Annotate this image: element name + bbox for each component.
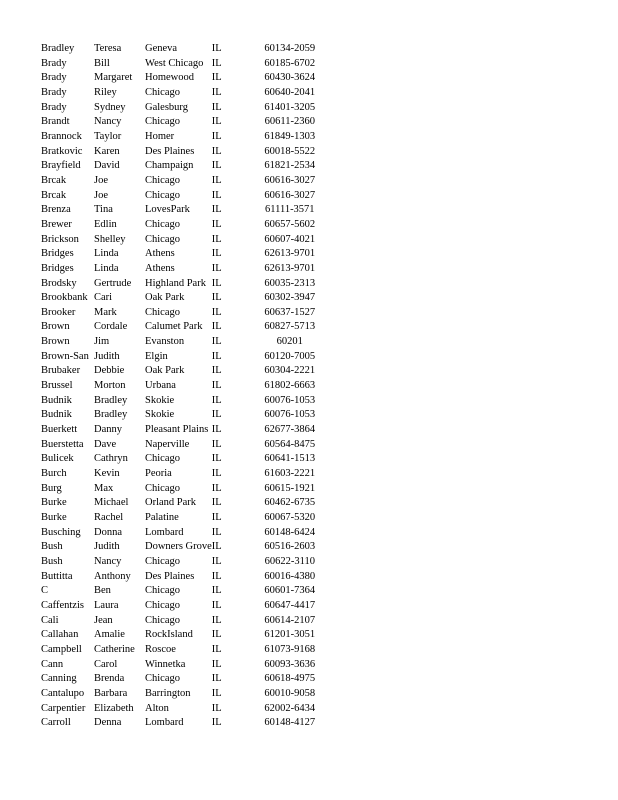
table-row: [41, 687, 325, 702]
state-cell: IL: [211, 673, 222, 685]
state-cell: IL: [211, 350, 222, 362]
last-name-cell: Campbell: [41, 643, 82, 655]
zip-cell: 60010-9058: [264, 687, 316, 699]
table-row: [41, 364, 325, 379]
last-name-cell: Brussel: [41, 380, 73, 392]
first-name-cell: Bradley: [94, 394, 128, 406]
last-name-cell: Brayfield: [41, 160, 81, 172]
city-cell: Skokie: [145, 394, 175, 406]
last-name-cell: Bulicek: [41, 453, 74, 465]
first-name-cell: Linda: [94, 248, 119, 260]
table-row: [41, 702, 325, 717]
state-cell: IL: [211, 541, 222, 553]
table-row: [41, 174, 325, 189]
last-name-cell: Brady: [41, 101, 67, 113]
state-cell: IL: [211, 643, 222, 655]
table-row: [41, 584, 325, 599]
first-name-cell: Denna: [94, 717, 122, 729]
table-row: [41, 496, 325, 511]
city-cell: Athens: [145, 262, 175, 274]
state-cell: IL: [211, 365, 222, 377]
state-cell: IL: [211, 306, 222, 318]
state-cell: IL: [211, 468, 222, 480]
last-name-cell: Brown-San: [41, 350, 89, 362]
last-name-cell: Brown: [41, 321, 70, 333]
first-name-cell: Cari: [94, 292, 113, 304]
zip-cell: 60302-3947: [264, 292, 316, 304]
last-name-cell: Burke: [41, 512, 67, 523]
zip-cell: 62002-6434: [264, 702, 316, 714]
last-name-cell: Brady: [41, 72, 67, 84]
last-name-cell: Cantalupo: [41, 687, 85, 699]
table-row: [41, 540, 325, 555]
state-cell: IL: [211, 394, 222, 406]
state-cell: IL: [211, 585, 222, 597]
first-name-cell: Cathryn: [94, 453, 128, 465]
first-name-cell: Nancy: [94, 555, 122, 567]
first-name-cell: Mark: [94, 306, 117, 318]
city-cell: Oak Park: [145, 292, 185, 304]
first-name-cell: Tina: [94, 204, 113, 216]
first-name-cell: Ben: [94, 585, 111, 597]
first-name-cell: Morton: [94, 380, 126, 392]
first-name-cell: David: [94, 160, 120, 172]
city-cell: Chicago: [145, 116, 180, 128]
city-cell: Chicago: [145, 585, 180, 597]
last-name-cell: Caffentzis: [41, 599, 84, 611]
last-name-cell: Brady: [41, 86, 67, 98]
last-name-cell: Carpentier: [41, 702, 86, 714]
first-name-cell: Amalie: [94, 629, 125, 641]
zip-cell: 62613-9701: [264, 248, 316, 260]
first-name-cell: Laura: [94, 599, 119, 611]
table-row: [41, 277, 325, 292]
last-name-cell: Busching: [41, 526, 81, 538]
zip-cell: 60647-4417: [264, 599, 316, 611]
first-name-cell: Linda: [94, 262, 119, 274]
city-cell: Chicago: [145, 555, 180, 567]
first-name-cell: Anthony: [94, 570, 131, 582]
city-cell: Chicago: [145, 673, 180, 685]
state-cell: IL: [211, 130, 222, 142]
table-row: [41, 42, 325, 57]
zip-cell: 60827-5713: [264, 321, 316, 333]
first-name-cell: Judith: [94, 541, 120, 553]
zip-cell: 61821-2534: [264, 160, 316, 172]
city-cell: Elgin: [145, 350, 168, 362]
state-cell: IL: [211, 101, 222, 113]
first-name-cell: Cordale: [94, 321, 128, 333]
first-name-cell: Sydney: [94, 101, 126, 113]
zip-cell: 60616-3027: [264, 189, 316, 201]
last-name-cell: Brcak: [41, 189, 67, 201]
last-name-cell: Bridges: [41, 248, 74, 260]
zip-cell: 60615-1921: [264, 482, 316, 494]
first-name-cell: Taylor: [94, 130, 122, 142]
city-cell: RockIsland: [145, 629, 193, 641]
state-cell: IL: [211, 189, 222, 201]
state-cell: IL: [211, 380, 222, 392]
last-name-cell: Carroll: [41, 717, 71, 729]
last-name-cell: Buerstetta: [41, 438, 84, 450]
first-name-cell: Joe: [94, 174, 108, 186]
city-cell: Palatine: [145, 512, 179, 523]
table-row: [41, 335, 325, 350]
city-cell: Downers Grove: [145, 541, 212, 553]
table-row: [41, 86, 325, 101]
first-name-cell: Gertrude: [94, 277, 132, 289]
last-name-cell: Brandt: [41, 116, 70, 128]
state-cell: IL: [211, 233, 222, 245]
table-row: [41, 599, 325, 614]
city-cell: Chicago: [145, 453, 180, 465]
last-name-cell: Brown: [41, 336, 70, 348]
table-row: [41, 101, 325, 116]
city-cell: Geneva: [145, 43, 178, 54]
table-row: [41, 482, 325, 497]
table-row: [41, 452, 325, 467]
city-cell: Peoria: [145, 468, 172, 480]
last-name-cell: Brodsky: [41, 277, 77, 289]
last-name-cell: Burg: [41, 482, 62, 494]
last-name-cell: Buerkett: [41, 424, 78, 436]
table-row: [41, 570, 325, 585]
first-name-cell: Kevin: [94, 468, 120, 480]
last-name-cell: Burch: [41, 468, 67, 480]
table-row: [41, 115, 325, 130]
zip-cell: 60601-7364: [264, 585, 316, 597]
last-name-cell: Bush: [41, 555, 63, 567]
last-name-cell: Bradley: [41, 43, 75, 54]
city-cell: Highland Park: [145, 277, 206, 289]
first-name-cell: Debbie: [94, 365, 125, 377]
zip-cell: 60618-4975: [264, 673, 316, 685]
state-cell: IL: [211, 614, 222, 626]
state-cell: IL: [211, 72, 222, 84]
zip-cell: 60614-2107: [264, 614, 316, 626]
city-cell: Alton: [145, 702, 169, 714]
first-name-cell: Jim: [94, 336, 110, 348]
first-name-cell: Margaret: [94, 72, 133, 84]
first-name-cell: Dave: [94, 438, 117, 450]
city-cell: Barrington: [145, 687, 191, 699]
state-cell: IL: [211, 424, 222, 436]
state-cell: IL: [211, 292, 222, 304]
zip-cell: 60035-2313: [264, 277, 316, 289]
zip-cell: 61849-1303: [264, 130, 316, 142]
first-name-cell: Bill: [94, 57, 110, 69]
last-name-cell: C: [41, 585, 49, 597]
first-name-cell: Max: [94, 482, 114, 494]
zip-cell: 60304-2221: [264, 365, 316, 377]
zip-cell: 60637-1527: [264, 306, 316, 318]
state-cell: IL: [211, 116, 222, 128]
first-name-cell: Nancy: [94, 116, 122, 128]
zip-cell: 60607-4021: [264, 233, 316, 245]
zip-cell: 61111-3571: [264, 204, 315, 216]
last-name-cell: Brookbank: [41, 292, 88, 304]
zip-cell: 61603-2221: [264, 468, 316, 480]
table-row: [41, 394, 325, 409]
zip-cell: 60611-2360: [264, 116, 315, 128]
table-row: [41, 467, 325, 482]
city-cell: LovesPark: [145, 204, 190, 216]
state-cell: IL: [211, 555, 222, 567]
first-name-cell: Elizabeth: [94, 702, 134, 714]
city-cell: Oak Park: [145, 365, 185, 377]
zip-cell: 61201-3051: [264, 629, 316, 641]
state-cell: IL: [211, 512, 222, 523]
contact-table-body: [41, 42, 325, 731]
state-cell: IL: [211, 248, 222, 260]
state-cell: IL: [211, 497, 222, 509]
last-name-cell: Brubaker: [41, 365, 81, 377]
table-row: [41, 203, 325, 218]
city-cell: Chicago: [145, 86, 180, 98]
last-name-cell: Canning: [41, 673, 77, 685]
city-cell: Homewood: [145, 72, 194, 84]
state-cell: IL: [211, 570, 222, 582]
first-name-cell: Carol: [94, 658, 118, 670]
city-cell: Chicago: [145, 614, 180, 626]
city-cell: Chicago: [145, 189, 180, 201]
table-row: [41, 306, 325, 321]
state-cell: IL: [211, 86, 222, 98]
zip-cell: 61401-3205: [264, 101, 316, 113]
table-row: [41, 291, 325, 306]
last-name-cell: Bush: [41, 541, 63, 553]
state-cell: IL: [211, 658, 222, 670]
zip-cell: 60564-8475: [264, 438, 316, 450]
table-row: [41, 350, 325, 365]
city-cell: Chicago: [145, 233, 180, 245]
city-cell: Des Plaines: [145, 570, 195, 582]
table-row: [41, 526, 325, 541]
last-name-cell: Brcak: [41, 174, 67, 186]
last-name-cell: Brooker: [41, 306, 76, 318]
table-row: [41, 262, 325, 277]
last-name-cell: Cann: [41, 658, 64, 670]
state-cell: IL: [211, 482, 222, 494]
first-name-cell: Jean: [94, 614, 113, 626]
city-cell: Winnetka: [145, 658, 186, 670]
city-cell: Athens: [145, 248, 175, 260]
table-row: [41, 511, 325, 526]
state-cell: IL: [211, 321, 222, 333]
last-name-cell: Burke: [41, 497, 67, 509]
city-cell: Homer: [145, 130, 175, 142]
last-name-cell: Brady: [41, 57, 67, 69]
zip-cell: 60430-3624: [264, 72, 316, 84]
table-row: [41, 159, 325, 174]
city-cell: Calumet Park: [145, 321, 203, 333]
state-cell: IL: [211, 160, 222, 172]
city-cell: West Chicago: [145, 57, 204, 69]
first-name-cell: Edlin: [94, 218, 117, 230]
zip-cell: 60148-6424: [264, 526, 316, 538]
zip-cell: 60093-3636: [264, 658, 316, 670]
first-name-cell: Donna: [94, 526, 122, 538]
table-row: [41, 218, 325, 233]
state-cell: IL: [211, 438, 222, 450]
state-cell: IL: [211, 453, 222, 465]
table-row: [41, 379, 325, 394]
zip-cell: 60641-1513: [264, 453, 316, 465]
state-cell: IL: [211, 262, 222, 274]
state-cell: IL: [211, 57, 222, 69]
state-cell: IL: [211, 629, 222, 641]
city-cell: Chicago: [145, 218, 180, 230]
zip-cell: 60018-5522: [264, 145, 316, 157]
last-name-cell: Cali: [41, 614, 59, 626]
zip-cell: 60134-2059: [264, 43, 316, 54]
state-cell: IL: [211, 277, 222, 289]
zip-cell: 61802-6663: [264, 380, 316, 392]
first-name-cell: Riley: [94, 86, 117, 98]
first-name-cell: Shelley: [94, 233, 126, 245]
table-row: [41, 658, 325, 673]
zip-cell: 60076-1053: [264, 409, 316, 421]
city-cell: Orland Park: [145, 497, 197, 509]
city-cell: Roscoe: [145, 643, 176, 655]
zip-cell: 61073-9168: [264, 643, 316, 655]
table-row: [41, 130, 325, 145]
zip-cell: 60462-6735: [264, 497, 316, 509]
table-row: [41, 233, 325, 248]
state-cell: IL: [211, 204, 222, 216]
city-cell: Naperville: [145, 438, 190, 450]
table-row: [41, 145, 325, 160]
table-row: [41, 555, 325, 570]
last-name-cell: Callahan: [41, 629, 79, 641]
state-cell: IL: [211, 409, 222, 421]
table-row: [41, 614, 325, 629]
first-name-cell: Danny: [94, 424, 122, 436]
first-name-cell: Michael: [94, 497, 129, 509]
last-name-cell: Brenza: [41, 204, 71, 216]
last-name-cell: Brewer: [41, 218, 72, 230]
zip-cell: 60657-5602: [264, 218, 316, 230]
last-name-cell: Bratkovic: [41, 145, 83, 157]
state-cell: IL: [211, 43, 222, 54]
state-cell: IL: [211, 687, 222, 699]
zip-cell: 60076-1053: [264, 394, 316, 406]
city-cell: Urbana: [145, 380, 176, 392]
state-cell: IL: [211, 336, 222, 348]
city-cell: Champaign: [145, 160, 194, 172]
table-row: [41, 423, 325, 438]
table-row: [41, 672, 325, 687]
zip-cell: 60016-4380: [264, 570, 316, 582]
table-row: [41, 57, 325, 72]
first-name-cell: Karen: [94, 145, 120, 157]
state-cell: IL: [211, 717, 222, 729]
table-row: [41, 320, 325, 335]
state-cell: IL: [211, 218, 222, 230]
city-cell: Galesburg: [145, 101, 188, 113]
first-name-cell: Judith: [94, 350, 120, 362]
city-cell: Pleasant Plains: [145, 424, 209, 436]
state-cell: IL: [211, 526, 222, 538]
zip-cell: 60622-3110: [264, 555, 315, 567]
zip-cell: 62677-3864: [264, 424, 316, 436]
zip-cell: 60185-6702: [264, 57, 316, 69]
last-name-cell: Budnik: [41, 394, 72, 406]
table-row: [41, 189, 325, 204]
city-cell: Chicago: [145, 174, 180, 186]
city-cell: Skokie: [145, 409, 175, 421]
first-name-cell: Catherine: [94, 643, 135, 655]
first-name-cell: Brenda: [94, 673, 125, 685]
city-cell: Des Plaines: [145, 145, 195, 157]
table-row: [41, 408, 325, 423]
zip-cell: 60516-2603: [264, 541, 316, 553]
zip-cell: 60120-7005: [264, 350, 316, 362]
first-name-cell: Teresa: [94, 43, 122, 54]
city-cell: Lombard: [145, 717, 184, 729]
first-name-cell: Joe: [94, 189, 108, 201]
first-name-cell: Barbara: [94, 687, 128, 699]
zip-cell: 60148-4127: [264, 717, 316, 729]
table-row: [41, 643, 325, 658]
first-name-cell: Rachel: [94, 512, 124, 523]
zip-cell: 62613-9701: [264, 262, 316, 274]
zip-cell: 60616-3027: [264, 174, 316, 186]
last-name-cell: Brickson: [41, 233, 79, 245]
last-name-cell: Bridges: [41, 262, 74, 274]
zip-cell: 60640-2041: [264, 86, 316, 98]
last-name-cell: Budnik: [41, 409, 72, 421]
table-row: [41, 71, 325, 86]
zip-cell: 60067-5320: [264, 512, 316, 523]
zip-cell: 60201: [276, 336, 303, 348]
state-cell: IL: [211, 702, 222, 714]
city-cell: Chicago: [145, 482, 180, 494]
city-cell: Lombard: [145, 526, 184, 538]
first-name-cell: Bradley: [94, 409, 128, 421]
last-name-cell: Buttitta: [41, 570, 73, 582]
city-cell: Chicago: [145, 306, 180, 318]
city-cell: Evanston: [145, 336, 185, 348]
table-row: [41, 628, 325, 643]
last-name-cell: Brannock: [41, 130, 82, 142]
table-row: [41, 438, 325, 453]
contact-table: [41, 42, 325, 731]
state-cell: IL: [211, 599, 222, 611]
city-cell: Chicago: [145, 599, 180, 611]
state-cell: IL: [211, 145, 222, 157]
table-row: [41, 716, 325, 731]
table-row: [41, 247, 325, 262]
state-cell: IL: [211, 174, 222, 186]
